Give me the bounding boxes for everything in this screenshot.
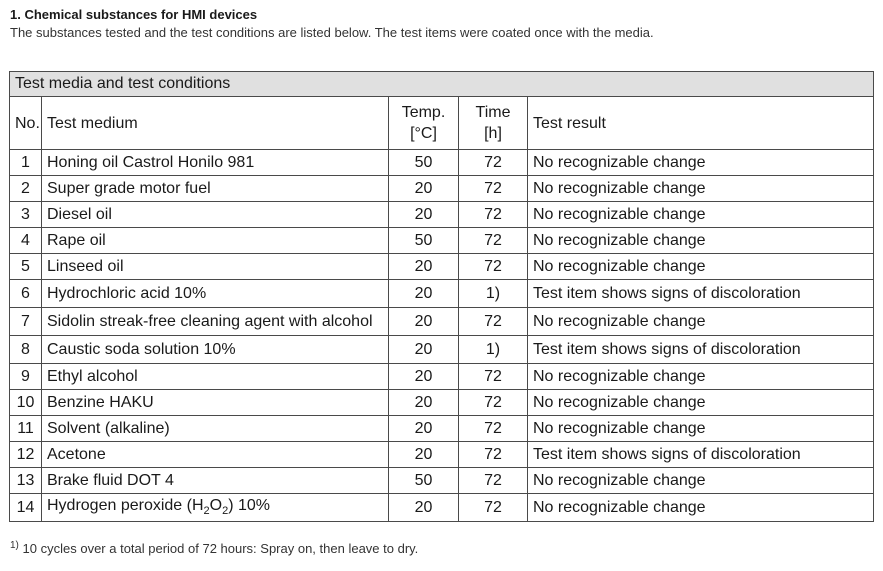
- row-time: 72: [459, 442, 528, 468]
- row-time: 72: [459, 176, 528, 202]
- table-row: [10, 308, 874, 336]
- row-no: 1: [10, 150, 42, 176]
- row-result: No recognizable change: [528, 202, 874, 228]
- row-no: 10: [10, 390, 42, 416]
- row-no: 3: [10, 202, 42, 228]
- row-no: 12: [10, 442, 42, 468]
- row-time: 72: [459, 228, 528, 254]
- row-time: 72: [459, 308, 528, 336]
- row-result: No recognizable change: [528, 176, 874, 202]
- row-no: 14: [10, 494, 42, 522]
- footnote-marker: 1): [10, 540, 19, 551]
- row-result: No recognizable change: [528, 308, 874, 336]
- row-result: No recognizable change: [528, 390, 874, 416]
- row-no: 2: [10, 176, 42, 202]
- row-medium: Linseed oil: [42, 254, 389, 280]
- row-time: 72: [459, 416, 528, 442]
- row-medium: Acetone: [42, 442, 389, 468]
- table-row: [10, 254, 874, 280]
- row-time: 72: [459, 150, 528, 176]
- row-no: 4: [10, 228, 42, 254]
- row-result: Test item shows signs of discoloration: [528, 336, 874, 364]
- row-time: 72: [459, 254, 528, 280]
- row-no: 6: [10, 280, 42, 308]
- medium-text: O: [209, 497, 223, 515]
- test-media-table: [9, 71, 874, 522]
- medium-text: Hydrogen peroxide (H: [47, 497, 204, 515]
- row-no: 11: [10, 416, 42, 442]
- row-time: 72: [459, 202, 528, 228]
- header-time-label: Time: [475, 104, 511, 121]
- row-result: No recognizable change: [528, 494, 874, 522]
- row-result: No recognizable change: [528, 150, 874, 176]
- header-no: No.: [10, 97, 42, 150]
- row-time-footnote-ref: 1): [459, 336, 528, 364]
- row-medium: [42, 494, 389, 522]
- row-no: 8: [10, 336, 42, 364]
- row-temp: 20: [389, 494, 459, 522]
- section-intro: The substances tested and the test conditions are listed below. The test items were coated once with the media.: [10, 25, 654, 40]
- table-row: [10, 176, 874, 202]
- row-result: Test item shows signs of discoloration: [528, 442, 874, 468]
- row-time-footnote-ref: 1): [459, 280, 528, 308]
- row-medium: Benzine HAKU: [42, 390, 389, 416]
- row-temp: 20: [389, 176, 459, 202]
- header-temp-unit: [°C]: [410, 125, 437, 142]
- table-row: [10, 390, 874, 416]
- row-temp: 20: [389, 364, 459, 390]
- section-heading: 1. Chemical substances for HMI devices: [10, 7, 258, 22]
- row-medium: Hydrochloric acid 10%: [42, 280, 389, 308]
- row-temp: 20: [389, 254, 459, 280]
- row-time: 72: [459, 494, 528, 522]
- row-medium: Honing oil Castrol Honilo 981: [42, 150, 389, 176]
- row-medium: Sidolin streak-free cleaning agent with alcohol: [42, 308, 389, 336]
- row-temp: 50: [389, 228, 459, 254]
- table-row: [10, 364, 874, 390]
- row-result: No recognizable change: [528, 228, 874, 254]
- row-medium: Super grade motor fuel: [42, 176, 389, 202]
- subscript: 2: [203, 505, 210, 518]
- row-no: 13: [10, 468, 42, 494]
- subscript: 2: [222, 505, 229, 518]
- row-temp: 20: [389, 308, 459, 336]
- table-row: [10, 150, 874, 176]
- table-row: [10, 202, 874, 228]
- row-medium: Diesel oil: [42, 202, 389, 228]
- row-medium: Solvent (alkaline): [42, 416, 389, 442]
- row-result: No recognizable change: [528, 468, 874, 494]
- row-no: 9: [10, 364, 42, 390]
- header-time: [459, 97, 528, 150]
- table-row: [10, 416, 874, 442]
- row-result: No recognizable change: [528, 416, 874, 442]
- row-time: 72: [459, 468, 528, 494]
- medium-text: ) 10%: [228, 497, 271, 515]
- row-result: No recognizable change: [528, 364, 874, 390]
- row-time: 72: [459, 390, 528, 416]
- table-row: [10, 336, 874, 364]
- row-medium: Ethyl alcohol: [42, 364, 389, 390]
- row-temp: 20: [389, 442, 459, 468]
- row-temp: 20: [389, 390, 459, 416]
- table-row: [10, 468, 874, 494]
- row-temp: 20: [389, 336, 459, 364]
- header-test-result: Test result: [528, 97, 874, 150]
- row-temp: 50: [389, 150, 459, 176]
- table-row: [10, 442, 874, 468]
- header-test-medium: Test medium: [42, 97, 389, 150]
- header-temp-label: Temp.: [401, 104, 446, 121]
- footnote-text: 10 cycles over a total period of 72 hours: Spray on, then leave to dry.: [22, 541, 419, 556]
- header-time-unit: [h]: [484, 125, 502, 142]
- table-row: [10, 280, 874, 308]
- row-medium: Caustic soda solution 10%: [42, 336, 389, 364]
- row-temp: 20: [389, 416, 459, 442]
- row-result: No recognizable change: [528, 254, 874, 280]
- row-temp: 50: [389, 468, 459, 494]
- row-medium: Rape oil: [42, 228, 389, 254]
- table-row: [10, 228, 874, 254]
- header-temp: [389, 97, 459, 150]
- row-temp: 20: [389, 202, 459, 228]
- row-result: Test item shows signs of discoloration: [528, 280, 874, 308]
- row-no: 7: [10, 308, 42, 336]
- table-row: [10, 494, 874, 522]
- table-caption: Test media and test conditions: [10, 72, 874, 97]
- row-no: 5: [10, 254, 42, 280]
- footnote: [10, 541, 418, 556]
- row-temp: 20: [389, 280, 459, 308]
- row-medium: Brake fluid DOT 4: [42, 468, 389, 494]
- row-time: 72: [459, 364, 528, 390]
